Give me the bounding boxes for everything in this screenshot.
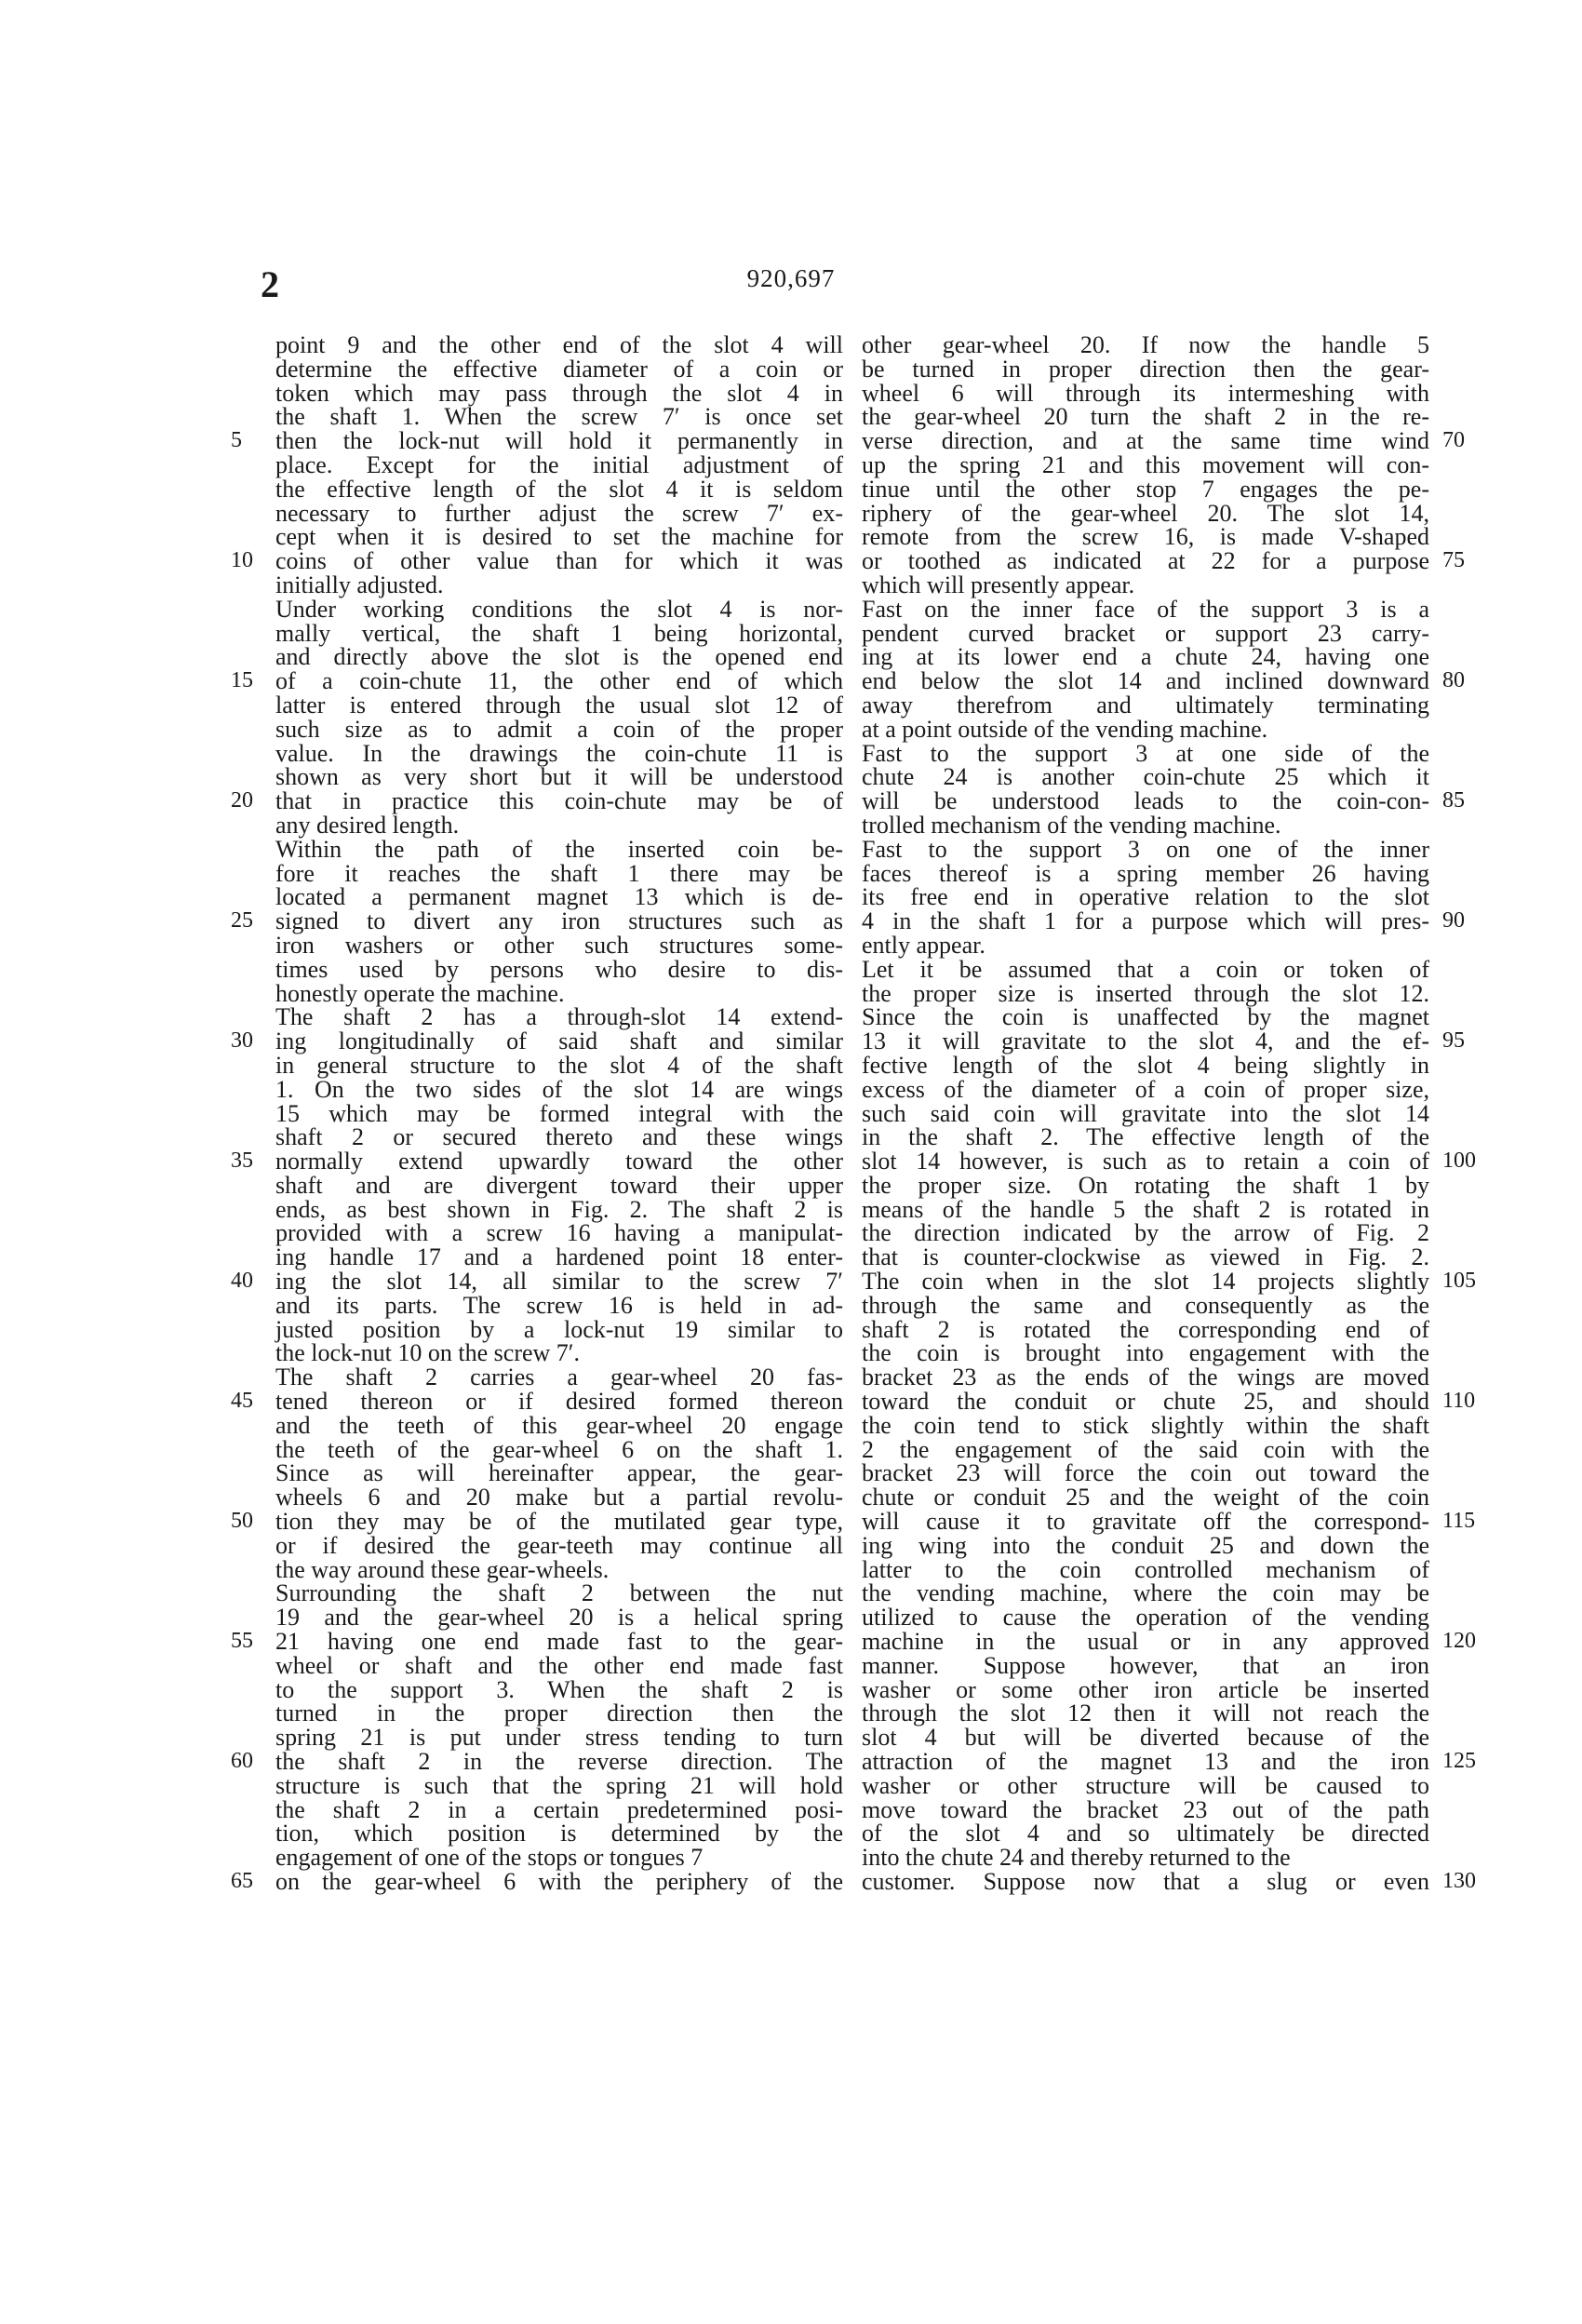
text-line: engagement of one of the stops or tongues 7 — [275, 1844, 704, 1872]
line-number: 95 — [1442, 1028, 1465, 1054]
text-line: the gear-wheel 20 turn the shaft 2 in the re- — [862, 403, 1429, 431]
line-number: 55 — [231, 1629, 253, 1654]
text-line: remote from the screw 16, is made V-shaped — [862, 523, 1429, 551]
text-line: signed to divert any iron structures such as — [275, 907, 843, 935]
text-line: coins of other value than for which it was — [275, 547, 843, 575]
text-line: away therefrom and ultimately terminating — [862, 691, 1429, 719]
line-number: 70 — [1442, 428, 1465, 453]
text-line: 21 having one end made fast to the gear- — [275, 1628, 843, 1656]
text-line: ing handle 17 and a hardened point 18 enter- — [275, 1243, 843, 1271]
text-line: tion they may be of the mutilated gear type, — [275, 1508, 843, 1536]
text-line: bracket 23 will force the coin out toward the — [862, 1459, 1429, 1487]
text-line: iron washers or other such structures some- — [275, 931, 843, 959]
text-line: means of the handle 5 the shaft 2 is rotated in — [862, 1195, 1429, 1223]
text-line: fective length of the slot 4 being slightly in — [862, 1051, 1429, 1079]
text-line: slot 14 however, is such as to retain a coin of — [862, 1148, 1429, 1175]
line-number: 65 — [231, 1869, 253, 1894]
text-line: ends, as best shown in Fig. 2. The shaft 2 is — [275, 1195, 843, 1223]
text-line: provided with a screw 16 having a manipulat- — [275, 1219, 843, 1247]
text-line: pendent curved bracket or support 23 carry- — [862, 619, 1429, 647]
text-line: tion, which position is determined by the — [275, 1820, 843, 1847]
text-line: the lock-nut 10 on the screw 7′. — [275, 1339, 580, 1367]
text-line: the coin is brought into engagement with the — [862, 1339, 1429, 1367]
right-column — [862, 333, 1429, 1894]
text-line: the shaft 1. When the screw 7′ is once set — [275, 403, 843, 431]
text-line: any desired length. — [275, 811, 460, 839]
text-line: the shaft 2 in a certain predetermined posi- — [275, 1795, 843, 1823]
text-line: ing the slot 14, all similar to the screw 7′ — [275, 1268, 843, 1296]
text-line: the proper size. On rotating the shaft 1 by — [862, 1171, 1429, 1199]
text-line: will be understood leads to the coin-con- — [862, 787, 1429, 815]
text-line: Under working conditions the slot 4 is nor- — [275, 595, 843, 623]
text-line: Surrounding the shaft 2 between the nut — [275, 1579, 843, 1607]
text-line: the shaft 2 in the reverse direction. The — [275, 1748, 843, 1776]
text-line: shaft and are divergent toward their upper — [275, 1171, 843, 1199]
text-line: end below the slot 14 and inclined downward — [862, 667, 1429, 695]
text-line: in general structure to the slot 4 of the shaft — [275, 1051, 843, 1079]
text-line: normally extend upwardly toward the other — [275, 1148, 843, 1175]
text-line: that in practice this coin-chute may be of — [275, 787, 843, 815]
line-number: 40 — [231, 1269, 253, 1294]
text-line: washer or other structure will be caused to — [862, 1771, 1429, 1799]
line-number: 5 — [231, 428, 242, 453]
line-number: 115 — [1442, 1509, 1476, 1534]
text-line: to the support 3. When the shaft 2 is — [275, 1675, 843, 1703]
text-line: Since as will hereinafter appear, the gear- — [275, 1459, 843, 1487]
text-line: fore it reaches the shaft 1 there may be — [275, 859, 843, 887]
text-line: up the spring 21 and this movement will con- — [862, 450, 1429, 478]
text-line: the vending machine, where the coin may be — [862, 1579, 1429, 1607]
text-line: located a permanent magnet 13 which is de- — [275, 883, 843, 911]
text-line: times used by persons who desire to dis- — [275, 955, 843, 983]
text-line: the teeth of the gear-wheel 6 on the shaft 1. — [275, 1435, 843, 1463]
text-line: and the teeth of this gear-wheel 20 engage — [275, 1411, 843, 1439]
text-line: of a coin-chute 11, the other end of which — [275, 667, 843, 695]
line-number: 25 — [231, 908, 253, 934]
text-line: structure is such that the spring 21 will hold — [275, 1771, 843, 1799]
text-line: shaft 2 or secured thereto and these wings — [275, 1123, 843, 1151]
line-number: 85 — [1442, 788, 1465, 813]
text-line: necessary to further adjust the screw 7′ ex- — [275, 499, 843, 527]
text-line: riphery of the gear-wheel 20. The slot 14, — [862, 499, 1429, 527]
text-line: place. Except for the initial adjustment of — [275, 450, 843, 478]
text-line: or if desired the gear-teeth may continue all — [275, 1531, 843, 1559]
text-line: its free end in operative relation to the slot — [862, 883, 1429, 911]
text-line: through the slot 12 then it will not reach the — [862, 1699, 1429, 1727]
text-line: wheel or shaft and the other end made fast — [275, 1651, 843, 1679]
line-number: 75 — [1442, 548, 1465, 573]
line-number: 110 — [1442, 1389, 1476, 1414]
text-line: shaft 2 is rotated the corresponding end of — [862, 1315, 1429, 1343]
text-line: 4 in the shaft 1 for a purpose which will pres- — [862, 907, 1429, 935]
text-line: Let it be assumed that a coin or token of — [862, 955, 1429, 983]
text-line: determine the effective diameter of a coin or — [275, 355, 843, 383]
text-line: then the lock-nut will hold it permanently in — [275, 427, 843, 455]
line-number: 90 — [1442, 908, 1465, 934]
text-line: ing wing into the conduit 25 and down the — [862, 1531, 1429, 1559]
text-line: justed position by a lock-nut 19 similar to — [275, 1315, 843, 1343]
text-line: such said coin will gravitate into the slot 14 — [862, 1099, 1429, 1127]
text-line: be turned in proper direction then the gear- — [862, 355, 1429, 383]
text-line: chute 24 is another coin-chute 25 which it — [862, 763, 1429, 791]
text-line: customer. Suppose now that a slug or even — [862, 1868, 1429, 1895]
text-line: bracket 23 as the ends of the wings are moved — [862, 1364, 1429, 1391]
text-line: Since the coin is unaffected by the magnet — [862, 1003, 1429, 1031]
text-line: excess of the diameter of a coin of proper size, — [862, 1075, 1429, 1103]
text-line: point 9 and the other end of the slot 4 will — [275, 331, 843, 358]
line-number: 125 — [1442, 1749, 1476, 1774]
text-line: Fast to the support 3 on one of the inner — [862, 835, 1429, 863]
text-line: cept when it is desired to set the machine for — [275, 523, 843, 551]
line-number: 15 — [231, 668, 253, 693]
text-line: through the same and consequently as the — [862, 1291, 1429, 1319]
text-line: such size as to admit a coin of the proper — [275, 715, 843, 743]
text-line: 1. On the two sides of the slot 14 are wings — [275, 1075, 843, 1103]
text-line: will cause it to gravitate off the correspond- — [862, 1508, 1429, 1536]
text-line: and its parts. The screw 16 is held in ad- — [275, 1291, 843, 1319]
text-line: which will presently appear. — [862, 571, 1135, 598]
text-line: tinue until the other stop 7 engages the pe- — [862, 475, 1429, 503]
line-number: 45 — [231, 1389, 253, 1414]
text-line: initially adjusted. — [275, 571, 444, 598]
text-line: move toward the bracket 23 out of the path — [862, 1795, 1429, 1823]
text-line: ently appear. — [862, 931, 985, 959]
text-line: other gear-wheel 20. If now the handle 5 — [862, 331, 1429, 358]
page-number: 2 — [261, 263, 277, 305]
text-line: the effective length of the slot 4 it is seldom — [275, 475, 843, 503]
line-number: 50 — [231, 1509, 253, 1534]
text-line: tened thereon or if desired formed thereon — [275, 1388, 843, 1416]
text-line: verse direction, and at the same time wind — [862, 427, 1429, 455]
line-number: 30 — [231, 1028, 253, 1054]
left-column — [275, 333, 843, 1894]
line-number: 130 — [1442, 1869, 1476, 1894]
text-line: honestly operate the machine. — [275, 979, 565, 1007]
text-line: shown as very short but it will be understood — [275, 763, 843, 791]
line-number: 20 — [231, 788, 253, 813]
text-line: ing at its lower end a chute 24, having one — [862, 643, 1429, 671]
text-line: 15 which may be formed integral with the — [275, 1099, 843, 1127]
text-line: ing longitudinally of said shaft and similar — [275, 1028, 843, 1055]
patent-number: 920,697 — [746, 264, 836, 292]
text-line: 13 it will gravitate to the slot 4, and the ef- — [862, 1028, 1429, 1055]
text-line: Within the path of the inserted coin be- — [275, 835, 843, 863]
line-number: 10 — [231, 548, 253, 573]
text-line: chute or conduit 25 and the weight of the coin — [862, 1484, 1429, 1511]
text-line: in the shaft 2. The effective length of the — [862, 1123, 1429, 1151]
text-line: toward the conduit or chute 25, and should — [862, 1388, 1429, 1416]
line-number: 60 — [231, 1749, 253, 1774]
text-line: washer or some other iron article be inserted — [862, 1675, 1429, 1703]
text-line: The coin when in the slot 14 projects slightly — [862, 1268, 1429, 1296]
text-line: value. In the drawings the coin-chute 11 is — [275, 739, 843, 767]
text-line: wheel 6 will through its intermeshing with — [862, 379, 1429, 407]
text-line: the proper size is inserted through the slot 12. — [862, 979, 1429, 1007]
text-line: on the gear-wheel 6 with the periphery of the — [275, 1868, 843, 1895]
text-line: machine in the usual or in any approved — [862, 1628, 1429, 1656]
line-number: 105 — [1442, 1269, 1476, 1294]
line-number: 80 — [1442, 668, 1465, 693]
text-line: wheels 6 and 20 make but a partial revolu- — [275, 1484, 843, 1511]
text-line: into the chute 24 and thereby returned to the — [862, 1844, 1291, 1872]
text-line: latter is entered through the usual slot 12 of — [275, 691, 843, 719]
text-line: at a point outside of the vending machine. — [862, 715, 1268, 743]
text-line: spring 21 is put under stress tending to turn — [275, 1724, 843, 1752]
text-line: manner. Suppose however, that an iron — [862, 1651, 1429, 1679]
text-line: latter to the coin controlled mechanism of — [862, 1555, 1429, 1583]
text-line: faces thereof is a spring member 26 having — [862, 859, 1429, 887]
text-line: token which may pass through the slot 4 in — [275, 379, 843, 407]
text-line: mally vertical, the shaft 1 being horizontal, — [275, 619, 843, 647]
text-line: the coin tend to stick slightly within the shaft — [862, 1411, 1429, 1439]
line-number: 100 — [1442, 1149, 1476, 1174]
text-line: utilized to cause the operation of the vending — [862, 1604, 1429, 1632]
text-line: slot 4 but will be diverted because of the — [862, 1724, 1429, 1752]
text-line: the direction indicated by the arrow of Fig. 2 — [862, 1219, 1429, 1247]
line-number: 120 — [1442, 1629, 1476, 1654]
text-line: 19 and the gear-wheel 20 is a helical spring — [275, 1604, 843, 1632]
text-line: The shaft 2 carries a gear-wheel 20 fas- — [275, 1364, 843, 1391]
text-line: 2 the engagement of the said coin with the — [862, 1435, 1429, 1463]
text-line: Fast on the inner face of the support 3 is a — [862, 595, 1429, 623]
text-line: The shaft 2 has a through-slot 14 extend- — [275, 1003, 843, 1031]
text-line: trolled mechanism of the vending machine. — [862, 811, 1281, 839]
text-line: and directly above the slot is the opened end — [275, 643, 843, 671]
text-line: turned in the proper direction then the — [275, 1699, 843, 1727]
text-line: attraction of the magnet 13 and the iron — [862, 1748, 1429, 1776]
text-line: that is counter-clockwise as viewed in Fig. 2. — [862, 1243, 1429, 1271]
text-line: or toothed as indicated at 22 for a purpose — [862, 547, 1429, 575]
text-line: the way around these gear-wheels. — [275, 1555, 610, 1583]
line-number: 35 — [231, 1149, 253, 1174]
text-line: of the slot 4 and so ultimately be directed — [862, 1820, 1429, 1847]
text-line: Fast to the support 3 at one side of the — [862, 739, 1429, 767]
